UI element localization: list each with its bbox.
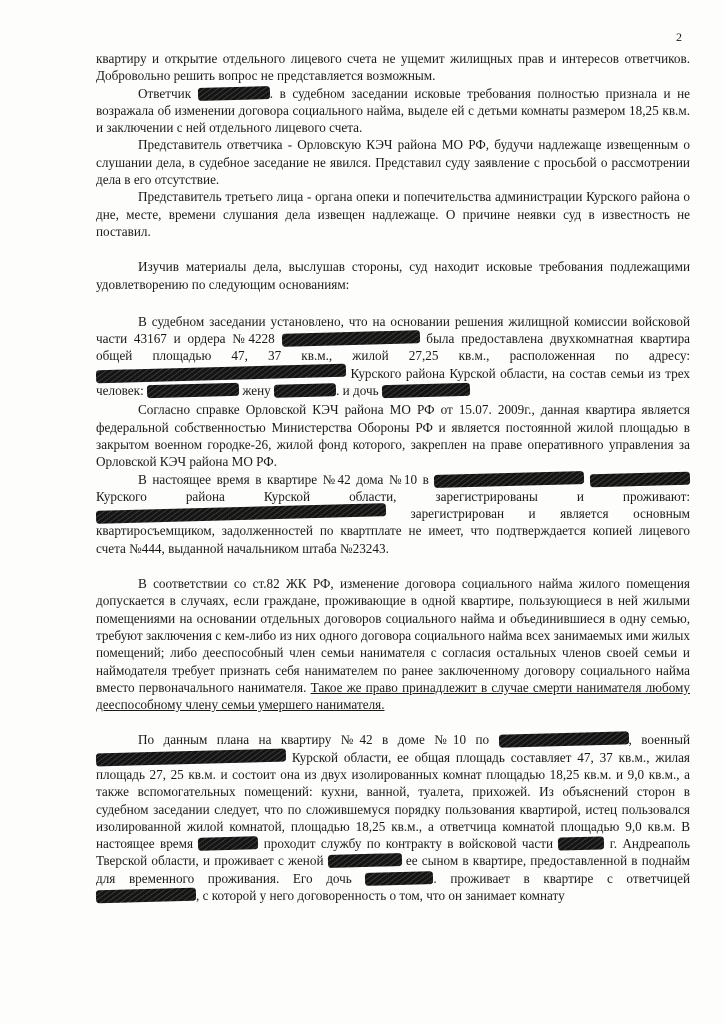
paragraph-text: была предоставлена двухкомнатная квартира общей площадью 47, 37 кв.м., жилой 27,25 кв.м., расположенная по адресу: bbox=[96, 331, 691, 364]
paragraph-text: Ответчик bbox=[138, 85, 192, 101]
redaction-mark bbox=[328, 854, 402, 869]
paragraph-4 bbox=[96, 188, 690, 240]
redaction-mark bbox=[274, 383, 336, 398]
paragraph-text: Изучив материалы дела, выслушав стороны, суд находит исковые требования подлежащими удовлетворению по следующим основаниям: bbox=[96, 259, 690, 292]
paragraph-10 bbox=[96, 731, 690, 904]
document-body bbox=[96, 50, 690, 904]
paragraph-text: В судебном заседании установлено, что на основании решения жилищной комиссии войсковой части 43167 и ордера №4228 bbox=[96, 313, 690, 347]
paragraph-8 bbox=[96, 471, 690, 557]
paragraph-text: зарегистрирован и является основным квартиросъемщиком, задолженностей по квартплате не имеет, что подтверждается копией лицевого счета №444, выданной начальником штаба №23243. bbox=[96, 506, 690, 556]
paragraph-text: В настоящее время в квартире №42 дома №10 в bbox=[138, 471, 429, 487]
paragraph-1 bbox=[96, 50, 690, 85]
redaction-mark bbox=[96, 363, 346, 383]
paragraph-text: Курского района Курской области, на состав семьи из трех человек: bbox=[96, 365, 690, 399]
redaction-mark bbox=[96, 888, 196, 904]
paragraph-text: , военный bbox=[628, 732, 691, 748]
paragraph-text: Согласно справке Орловской КЭЧ района МО РФ от 15.07. 2009г., данная квартира является федеральной собственностью Министерства Обороны РФ и является постоянной жилой площадью в закрытом военном городке-26, жилой фонд которого, закреплен на праве оперативного управления за Орловской КЭЧ района МО РФ. bbox=[96, 402, 690, 470]
redaction-mark bbox=[96, 748, 286, 766]
paragraph-text: Такое же право принадлежит в случае смерти нанимателя любому дееспособному члену семьи умершего нанимателя. bbox=[96, 679, 691, 713]
redaction-mark bbox=[147, 383, 239, 398]
paragraph-text: г. Андреаполь Тверской области, и проживает с женой bbox=[96, 836, 690, 869]
paragraph-text: проходит службу по контракту в войсковой части bbox=[263, 836, 554, 852]
paragraph-3 bbox=[96, 136, 690, 188]
paragraph-text: Курского района Курской области, зарегистрированы и проживают: bbox=[96, 488, 690, 504]
paragraph-text: Курской области, ее общая площадь составляет 47, 37 кв.м., жилая площадь 27, 25 кв.м. и состоит она из двух изолированных комнат площадью 18,25 кв.м. и 9,0 кв.м., а также вспомогательных помещений: кухни, ванной, туалета, прихожей. Из объяснений сторон в судебном заседании следует, что по сложившемуся порядку пользования квартирой, истец пользовался изолированной жилой комнатой, площадью 18,25 кв.м., а ответчица комнатой площадью 9,0 кв.м. В настоящее время bbox=[96, 749, 691, 852]
redaction-mark bbox=[558, 837, 604, 851]
paragraph-5 bbox=[96, 258, 690, 293]
redaction-mark bbox=[365, 871, 433, 886]
paragraph-7 bbox=[96, 401, 690, 470]
paragraph-6 bbox=[96, 313, 690, 399]
redaction-mark bbox=[434, 471, 584, 488]
redaction-mark bbox=[281, 330, 419, 347]
redaction-mark bbox=[590, 471, 690, 487]
page-number: 2 bbox=[676, 30, 682, 44]
paragraph-text: Представитель третьего лица - органа опеки и попечительства администрации Курского района о дне, месте, времени слушания дела извещен надлежаще. О причине неявки суд в известность не поставил. bbox=[96, 189, 690, 239]
paragraph-text: . в судебном заседании исковые требования полностью признала и не возражала об изменении договора социального найма, выделе ей с детьми комнаты размером 18,25 кв.м. и заключении с ней отдельного лицевого счета. bbox=[96, 85, 690, 136]
redaction-mark bbox=[96, 503, 386, 524]
redaction-mark bbox=[498, 732, 628, 748]
paragraph-text: В соответствии со ст.82 ЖК РФ, изменение договора социального найма жилого помещения допускается в случаях, если граждане, проживающие в одной квартире, пользующиеся в ней жилыми помещениями на основании отдельных договоров социального найма и объединившиеся в одну семью, требуют заключения с кем-либо из них одного договора социального найма всех занимаемых ими жилых помещений; либо дееспособный член семьи нанимателя с согласия остальных членов своей семьи и наймодателя требует признать себя нанимателем по ранее заключенному договору социального найма вместо первоначального нанимателя. bbox=[96, 576, 690, 695]
redaction-mark bbox=[198, 86, 270, 101]
paragraph-text: ее сыном в квартире, предоставленной в поднайм для временного проживания. Его дочь bbox=[96, 853, 691, 886]
paragraph-9 bbox=[96, 575, 690, 713]
paragraph-text: жену bbox=[242, 383, 271, 399]
paragraph-text: квартиру и открытие отдельного лицевого счета не ущемит жилищных прав и интересов ответчиков. Добровольно решить вопрос не представляется возможным. bbox=[96, 51, 690, 84]
paragraph-text: , с которой у него договоренность о том, что он занимает комнату bbox=[196, 888, 565, 904]
paragraph-text: . проживает в квартире с ответчицей bbox=[433, 870, 691, 886]
paragraph-2 bbox=[96, 85, 690, 137]
redaction-mark bbox=[382, 383, 470, 398]
paragraph-text: По данным плана на квартиру №42 в доме №10 по bbox=[138, 732, 490, 748]
paragraph-text: . и дочь bbox=[336, 383, 379, 399]
paragraph-text: Представитель ответчика - Орловскую КЭЧ района МО РФ, будучи надлежаще извещенным о слушании дела, в судебное заседание не явился. Представил суду заявление с просьбой о рассмотрении дела в его отсутствие. bbox=[96, 137, 690, 188]
redaction-mark bbox=[198, 836, 258, 851]
